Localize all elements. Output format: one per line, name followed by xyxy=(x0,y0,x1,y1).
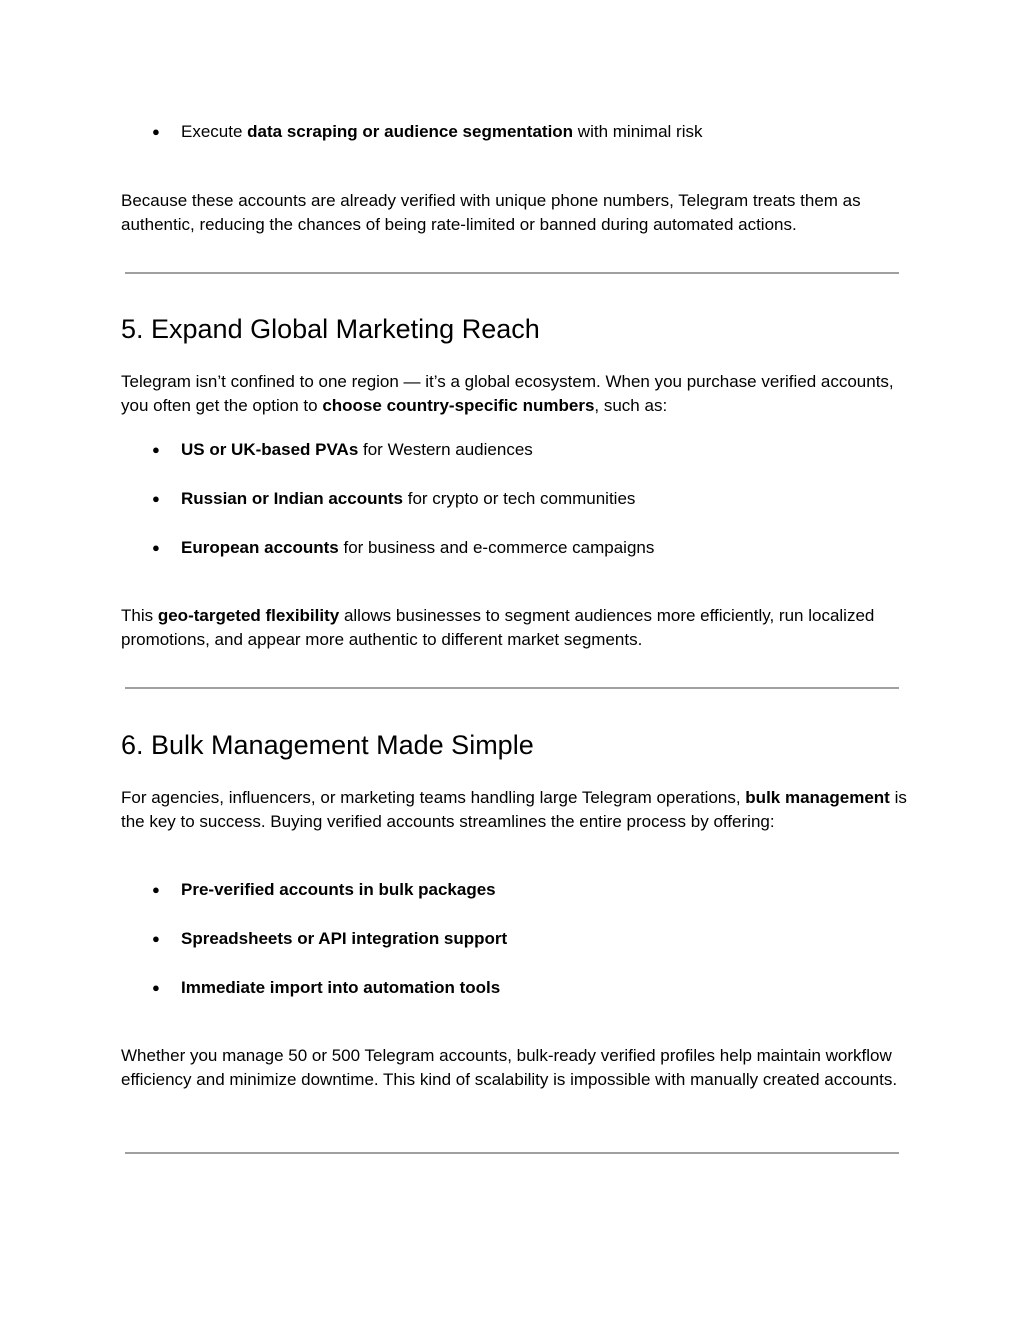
bullet-dot: ● xyxy=(152,124,160,139)
bullet-dot: ● xyxy=(152,491,160,506)
bullet-dot: ● xyxy=(152,540,160,555)
bullet-dot: ● xyxy=(152,931,160,946)
section6-outro: Whether you manage 50 or 500 Telegram accounts, bulk-ready verified profiles help maintain workflow efficiency and minimize downtime. This kind of scalability is impossible with manually created accounts. xyxy=(121,1046,898,1089)
bullet-text-bold: European accounts xyxy=(181,538,339,557)
horizontal-rule xyxy=(125,272,899,274)
bullet-text-post: for crypto or tech communities xyxy=(403,489,636,508)
bullet-text xyxy=(181,487,635,511)
section5-intro xyxy=(121,370,911,418)
horizontal-rule xyxy=(125,1152,899,1154)
bullet-dot: ● xyxy=(152,442,160,457)
bullet-text-bold: Russian or Indian accounts xyxy=(181,489,403,508)
section5-intro-post: , such as: xyxy=(594,396,668,415)
section6-intro-post: is the key to success. Buying verified accounts streamlines the entire process by offering: xyxy=(121,788,907,831)
bullet-text-post: for business and e-commerce campaigns xyxy=(338,538,655,557)
section6-heading: 6. Bulk Management Made Simple xyxy=(121,730,534,760)
bullet-text-bold: Spreadsheets or API integration support xyxy=(181,929,508,948)
section5-intro-bold: choose country-specific numbers xyxy=(322,396,595,415)
bullet-text xyxy=(181,976,500,1000)
bullet-text xyxy=(181,927,507,951)
section5-outro-bold: geo-targeted flexibility xyxy=(157,606,340,625)
bullet-text xyxy=(181,878,496,902)
section6-intro xyxy=(121,786,911,834)
bullet-text-bold: Immediate import into automation tools xyxy=(181,978,501,997)
section5-outro-pre: This xyxy=(121,606,158,625)
bullet-dot: ● xyxy=(152,882,160,897)
bullet-text xyxy=(181,120,702,144)
bullet-text-post: for Western audiences xyxy=(358,440,533,459)
section5-outro-post: allows businesses to segment audiences more efficiently, run localized promotions, and appear more authentic to different market segments. xyxy=(121,606,875,649)
section5-intro-pre: Telegram isn’t confined to one region — it’s a global ecosystem. When you purchase verified accounts, you often get the option to xyxy=(121,372,894,415)
bullet-text xyxy=(181,438,533,462)
paragraph-verified: Because these accounts are already verified with unique phone numbers, Telegram treats them as authentic, reducing the chances of being rate-limited or banned during automated actions. xyxy=(121,191,861,234)
bullet-dot: ● xyxy=(152,980,160,995)
section5-heading: 5. Expand Global Marketing Reach xyxy=(121,314,540,344)
section5-outro xyxy=(121,604,911,652)
bullet-text-bold: US or UK-based PVAs xyxy=(181,440,359,459)
section6-intro-pre: For agencies, influencers, or marketing teams handling large Telegram operations, xyxy=(121,788,746,807)
bullet-text-bold: data scraping or audience segmentation xyxy=(247,122,574,141)
bullet-text-pre: Execute xyxy=(181,122,248,141)
bullet-text-bold: Pre-verified accounts in bulk packages xyxy=(181,880,496,899)
bullet-text xyxy=(181,536,654,560)
section6-intro-bold: bulk management xyxy=(745,788,890,807)
horizontal-rule xyxy=(125,687,899,689)
bullet-text-post: with minimal risk xyxy=(573,122,703,141)
